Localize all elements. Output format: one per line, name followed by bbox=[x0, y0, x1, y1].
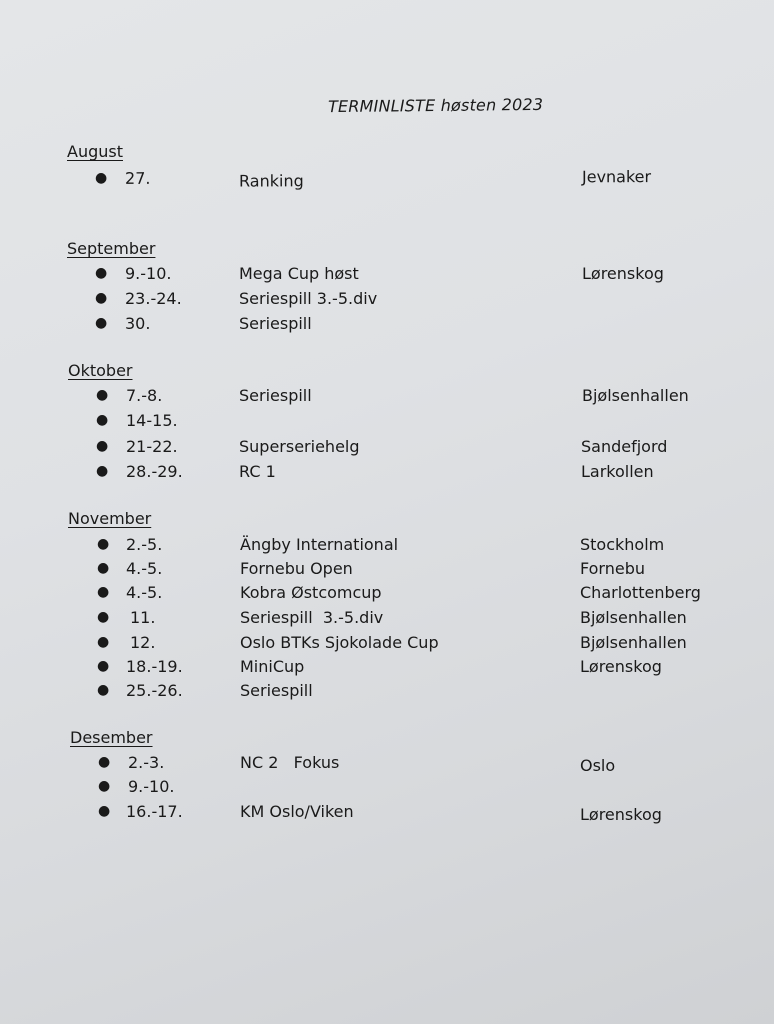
bullet-icon: ● bbox=[97, 682, 110, 698]
event-date: 7.-8. bbox=[126, 386, 163, 405]
bullet-icon: ● bbox=[95, 265, 108, 281]
event-name: Ängby International bbox=[240, 535, 399, 554]
event-row bbox=[0, 167, 774, 192]
event-date: 14-15. bbox=[126, 411, 178, 430]
event-date: 2.-3. bbox=[128, 753, 165, 772]
event-place: Sandefjord bbox=[581, 437, 668, 456]
bullet-icon: ● bbox=[97, 560, 110, 576]
bullet-icon: ● bbox=[96, 463, 109, 479]
event-place: Fornebu bbox=[580, 559, 645, 578]
event-place: Bjølsenhallen bbox=[582, 386, 689, 405]
bullet-icon: ● bbox=[95, 315, 108, 331]
bullet-icon: ● bbox=[96, 438, 109, 454]
event-date: 25.-26. bbox=[126, 681, 183, 700]
bullet-icon: ● bbox=[97, 609, 110, 625]
event-row bbox=[0, 386, 774, 408]
event-row bbox=[0, 777, 774, 799]
event-place: Stockholm bbox=[580, 535, 665, 554]
event-name: Fornebu Open bbox=[240, 559, 353, 578]
event-row bbox=[0, 633, 774, 655]
event-row bbox=[0, 535, 774, 557]
event-row bbox=[0, 411, 774, 433]
event-name: Mega Cup høst bbox=[239, 264, 359, 283]
month-heading-oktober: Oktober bbox=[68, 361, 133, 380]
event-place: Jevnaker bbox=[581, 167, 652, 187]
bullet-icon: ● bbox=[95, 290, 108, 306]
event-name: NC 2 Fokus bbox=[240, 753, 340, 772]
event-date: 9.-10. bbox=[125, 264, 172, 283]
event-row bbox=[0, 681, 774, 703]
event-date: 27. bbox=[124, 168, 151, 188]
event-row bbox=[0, 657, 774, 679]
bullet-icon: ● bbox=[96, 387, 109, 403]
event-row bbox=[0, 583, 774, 605]
event-date: 11. bbox=[130, 608, 156, 627]
event-date: 4.-5. bbox=[126, 583, 163, 602]
event-date: 2.-5. bbox=[126, 535, 163, 554]
event-row bbox=[0, 802, 774, 824]
bullet-icon: ● bbox=[98, 754, 111, 770]
event-date: 18.-19. bbox=[126, 657, 183, 676]
event-row bbox=[0, 608, 774, 630]
event-date: 12. bbox=[130, 633, 156, 652]
event-name: Seriespill bbox=[240, 681, 313, 700]
event-date: 23.-24. bbox=[125, 289, 182, 308]
event-place: Larkollen bbox=[581, 462, 654, 481]
event-place: Bjølsenhallen bbox=[580, 608, 687, 627]
bullet-icon: ● bbox=[96, 412, 109, 428]
event-place: Oslo bbox=[580, 756, 616, 775]
event-name: Kobra Østcomcup bbox=[240, 583, 382, 602]
event-row bbox=[0, 314, 774, 336]
event-name: MiniCup bbox=[240, 657, 305, 676]
month-heading-august: August bbox=[67, 142, 123, 161]
event-date: 28.-29. bbox=[126, 462, 183, 481]
event-date: 9.-10. bbox=[128, 777, 175, 796]
event-row bbox=[0, 559, 774, 581]
event-name: Superseriehelg bbox=[239, 437, 360, 456]
event-name: Seriespill bbox=[239, 386, 312, 405]
event-place: Bjølsenhallen bbox=[580, 633, 687, 652]
event-place: Lørenskog bbox=[580, 805, 662, 824]
event-name: KM Oslo/Viken bbox=[240, 802, 354, 821]
event-place: Lørenskog bbox=[582, 264, 664, 283]
event-row bbox=[0, 753, 774, 775]
event-place: Lørenskog bbox=[580, 657, 662, 676]
month-heading-desember: Desember bbox=[70, 728, 153, 747]
event-row bbox=[0, 462, 774, 484]
event-name: Seriespill bbox=[239, 314, 312, 333]
event-date: 4.-5. bbox=[126, 559, 163, 578]
event-row bbox=[0, 289, 774, 311]
event-row bbox=[0, 437, 774, 459]
event-name: Ranking bbox=[238, 171, 304, 191]
document-title: TERMINLISTE høsten 2023 bbox=[327, 94, 544, 117]
event-place: Charlottenberg bbox=[580, 583, 701, 602]
event-name: Seriespill 3.-5.div bbox=[239, 289, 378, 308]
event-name: Oslo BTKs Sjokolade Cup bbox=[240, 633, 439, 652]
bullet-icon: ● bbox=[97, 634, 110, 650]
bullet-icon: ● bbox=[98, 778, 111, 794]
bullet-icon: ● bbox=[98, 803, 111, 819]
month-heading-november: November bbox=[68, 509, 152, 528]
bullet-icon: ● bbox=[97, 658, 110, 674]
event-name: RC 1 bbox=[239, 462, 276, 481]
event-date: 16.-17. bbox=[126, 802, 183, 821]
bullet-icon: ● bbox=[97, 584, 110, 600]
event-name: Seriespill 3.-5.div bbox=[240, 608, 384, 627]
bullet-icon: ● bbox=[94, 169, 108, 187]
bullet-icon: ● bbox=[97, 536, 110, 552]
month-heading-september: September bbox=[67, 239, 156, 258]
event-date: 21-22. bbox=[126, 437, 178, 456]
event-date: 30. bbox=[125, 314, 151, 333]
event-row bbox=[0, 264, 774, 286]
